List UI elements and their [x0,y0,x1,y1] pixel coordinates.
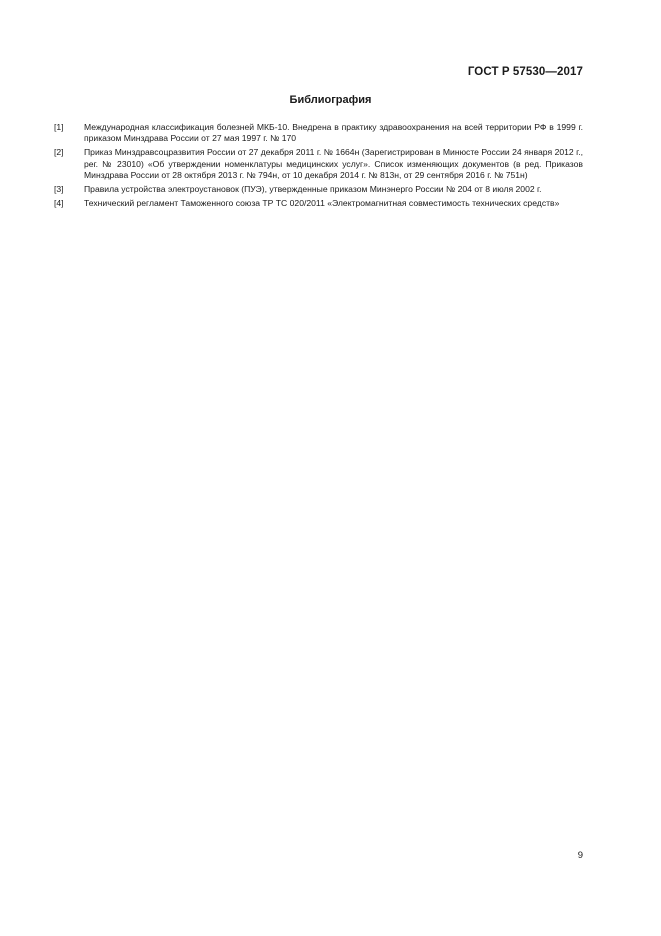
bibliography-item [54,147,583,181]
bibliography-item [54,198,583,209]
bibliography-item [54,122,583,145]
bibliography-item-number: [4] [54,197,64,208]
bibliography-item-text: Приказ Минздравсоцразвития России от 27 декабря 2011 г. № 1664н (Зарегистрирован в Минюсте России 24 января 2012 г., рег. № 23010) «Об утверждении номенклатуры медицинских услуг». Список изменяющих документов (в ред. Приказов Минздрава России от 28 октября 2013 г. № 794н, от 10 декабря 2014 г. № 813н, от 29 сентября 2016 г. № 751н) [84,147,583,181]
bibliography-item-text: Технический регламент Таможенного союза ТР ТС 020/2011 «Электромагнитная совместимость технических средств» [84,197,560,208]
bibliography-item-number: [2] [54,147,64,158]
bibliography-item-text: Международная классификация болезней МКБ-10. Внедрена в практику здравоохранения на всей территории РФ в 1999 г. приказом Минздрава России от 27 мая 1997 г. № 170 [84,122,583,144]
page-number: 9 [577,850,583,861]
bibliography-item-number: [3] [54,184,64,195]
section-title: Библиография [289,94,372,106]
bibliography-list [54,122,583,212]
bibliography-item-text: Правила устройства электроустановок (ПУЭ), утвержденные приказом Минэнерго России № 204 от 8 июля 2002 г. [84,184,542,195]
bibliography-item [54,184,583,195]
document-code: ГОСТ Р 57530—2017 [467,66,583,78]
bibliography-item-number: [1] [54,122,64,132]
